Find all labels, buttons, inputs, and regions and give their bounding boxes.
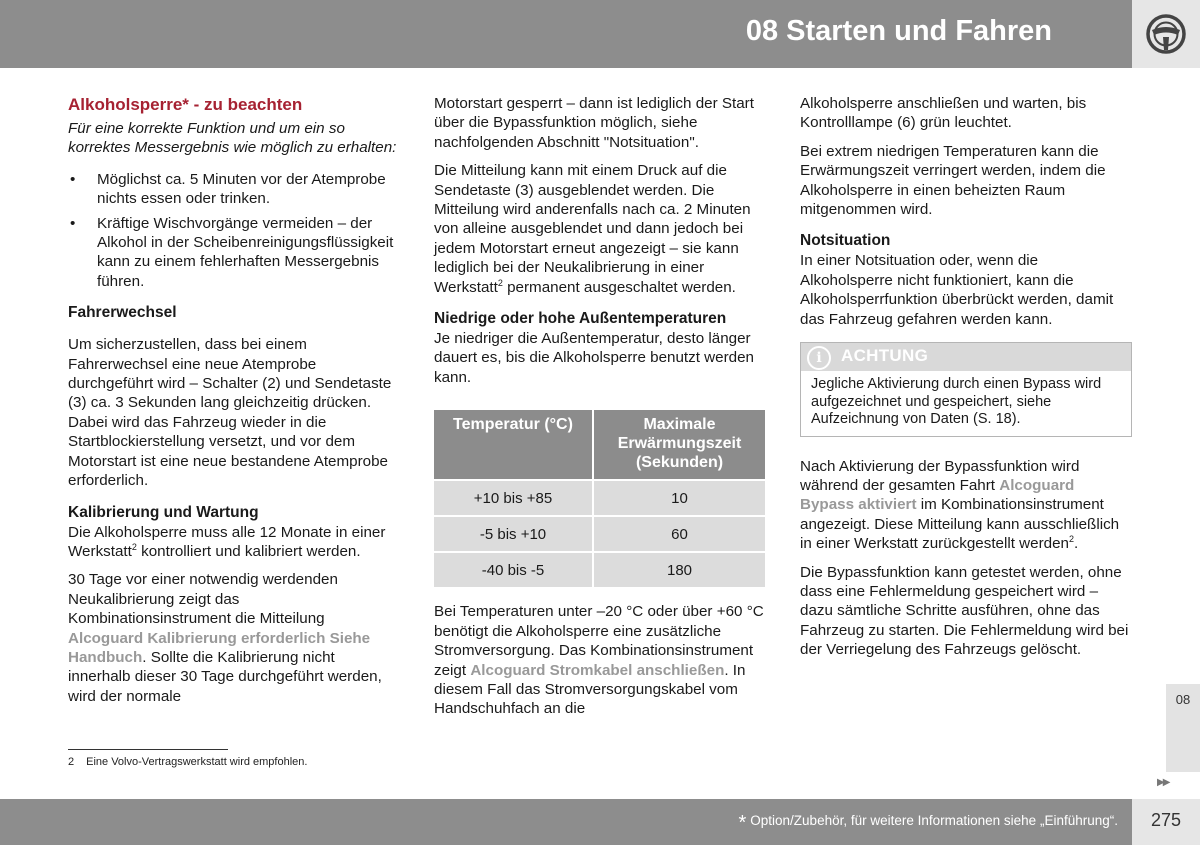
heading-fahrerwechsel: Fahrerwechsel (68, 304, 177, 322)
info-icon: i (807, 346, 831, 370)
column-right (800, 94, 1132, 669)
table-row (434, 515, 765, 551)
paragraph: Alkoholsperre anschließen und warten, bis Kontrolllampe (6) grün leuchtet. (800, 95, 1087, 132)
warning-box (800, 342, 1132, 437)
footnote-divider (68, 749, 228, 750)
paragraph: Die Bypassfunktion kann getestet werden, ohne dass eine Fehlermeldung gespeichert wird – dazu sämtliche Schritte ausführen, ohne das Fahrzeug zu starten. Die Fehlermeldung wird bei der Verriegelung des Fahrzeugs gelöscht. (800, 563, 1129, 659)
footer-note: * Option/Zubehör, für weitere Informationen siehe „Einführung“. (738, 812, 1118, 834)
bullet-list (68, 170, 398, 291)
heading-notsituation: Notsituation (800, 232, 891, 250)
paragraph: Bei Temperaturen unter –20 °C oder über +60 °C benötigt die Alkoholsperre eine zusätzliche Stromversorgung. Das Kombinationsinstrument zeigt Alcoguard Stromkabel anschließen. In diesem Fall das Stromversorgungskabel vom Handschuhfach an die (434, 603, 764, 718)
paragraph: Bei extrem niedrigen Temperaturen kann die Erwärmungszeit verringert werden, indem die Alkoholsperre in einen beheizten Raum mitgenommen wird. (800, 142, 1106, 219)
display-message: Alcoguard Kalibrierung erforderlich Siehe Handbuch (68, 629, 371, 666)
table-header: Temperatur (°C) (434, 410, 592, 479)
intro-text: Für eine korrekte Funktion und um ein so korrektes Messergebnis wie möglich zu erhalten: (68, 120, 397, 157)
section-title: Alkoholsperre* - zu beachten (68, 95, 303, 114)
paragraph: Um sicherzustellen, dass bei einem Fahrerwechsel eine neue Atemprobe durchgeführt wird – Schalter (2) und Sendetaste (3) ca. 3 Sekunden lang gleichzeitig drücken. Dabei wird das Fahrzeug wieder in die Startblockierstellung versetzt, und vor dem Motorstart ist eine neue bestandene Atemprobe erforderlich. (68, 336, 392, 490)
paragraph: Nach Aktivierung der Bypassfunktion wird während der gesamten Fahrt Alcoguard Bypass aktiviert im Kombinationsinstrument angezeigt. Diese Mitteilung kann ausschließlich in einer Werkstatt zurückgestellt werden$^2$. (800, 457, 1120, 553)
warning-text: Jegliche Aktivierung durch einen Bypass wird aufgezeichnet und gespeichert, siehe Aufzeichnung von Daten (S. 18). (811, 376, 1102, 428)
column-left (68, 94, 398, 715)
footnote-ref: 2 (497, 277, 503, 288)
warning-header (801, 343, 1131, 371)
paragraph: In einer Notsituation oder, wenn die Alkoholsperre nicht funktioniert, kann die Alkoholsperrfunktion überbrückt werden, damit das Fahrzeug gefahren werden kann. (800, 252, 1114, 328)
table-cell: 10 (592, 479, 765, 515)
paragraph: Die Mitteilung kann mit einem Druck auf die Sendetaste (3) ausgeblendet werden. Die Mitteilung wird anderenfalls nach ca. 2 Minuten von alleine ausgeblendet und dann jedoch bei jedem Motorstart erneut angezeigt – sie kann lediglich bei der Neukalibrierung in einer Werkstatt$^2$ permanent ausgeschaltet werden. (434, 162, 751, 296)
paragraph: Je niedriger die Außentemperatur, desto länger dauert es, bis die Alkoholsperre benutzt werden kann. (434, 330, 754, 386)
page-header (0, 0, 1132, 68)
chapter-tab (1166, 684, 1200, 772)
table-row (434, 551, 765, 587)
table-cell: -5 bis +10 (434, 515, 592, 551)
footnote: 2 Eine Volvo-Vertragswerkstatt wird empfohlen. (68, 756, 308, 768)
table-row (434, 479, 765, 515)
paragraph: Die Alkoholsperre muss alle 12 Monate in einer Werkstatt$^2$ kontrolliert und kalibriert werden. (68, 523, 386, 560)
bullet-icon: • (70, 170, 76, 188)
table-header-row (434, 410, 765, 479)
footnote-ref: 2 (1069, 534, 1075, 545)
page-footer (0, 799, 1132, 845)
list-item: • Kräftige Wischvorgänge vermeiden – der Alkohol in der Scheibenreinigungsflüssigkeit kann zu einem fehlerhaften Messergebnis führen. (70, 214, 394, 290)
paragraph: Motorstart gesperrt – dann ist lediglich der Start über die Bypassfunktion möglich, siehe nachfolgenden Abschnitt "Notsituation". (434, 95, 754, 151)
paragraph: 30 Tage vor einer notwendig werdenden Neukalibrierung zeigt das Kombinationsinstrument die Mitteilung Alcoguard Kalibrierung erforderlich Siehe Handbuch. Sollte die Kalibrierung nicht innerhalb dieser 30 Tage durchgeführt werden, wird der normale (68, 571, 382, 705)
column-middle (434, 94, 766, 728)
list-item: • Möglichst ca. 5 Minuten vor der Atemprobe nichts essen oder trinken. (70, 170, 386, 208)
page-number-box (1132, 799, 1200, 845)
display-message: Alcoguard Bypass aktiviert (800, 476, 1075, 514)
chapter-tab-label: 08 (1175, 692, 1191, 707)
temperature-table (434, 410, 765, 587)
warning-title: ACHTUNG (841, 346, 929, 366)
bullet-icon: • (70, 214, 76, 232)
footnote-ref: 2 (131, 541, 137, 552)
table-cell: -40 bis -5 (434, 551, 592, 587)
table-cell: 180 (592, 551, 765, 587)
chapter-icon-box (1132, 0, 1200, 68)
heading-kalibrierung: Kalibrierung und Wartung (68, 503, 259, 521)
table-cell: +10 bis +85 (434, 479, 592, 515)
table-header: Maximale Erwärmungszeit (Sekunden) (592, 410, 765, 479)
chapter-title: 08 Starten und Fahren (745, 15, 1052, 47)
steering-wheel-icon (1132, 0, 1200, 68)
next-page-arrows-icon: ▶▶ (1157, 777, 1169, 788)
heading-temperaturen: Niedrige oder hohe Außentemperaturen (434, 310, 727, 328)
page-number: 275 (1150, 810, 1182, 830)
table-cell: 60 (592, 515, 765, 551)
display-message: Alcoguard Stromkabel anschließen (470, 661, 725, 679)
